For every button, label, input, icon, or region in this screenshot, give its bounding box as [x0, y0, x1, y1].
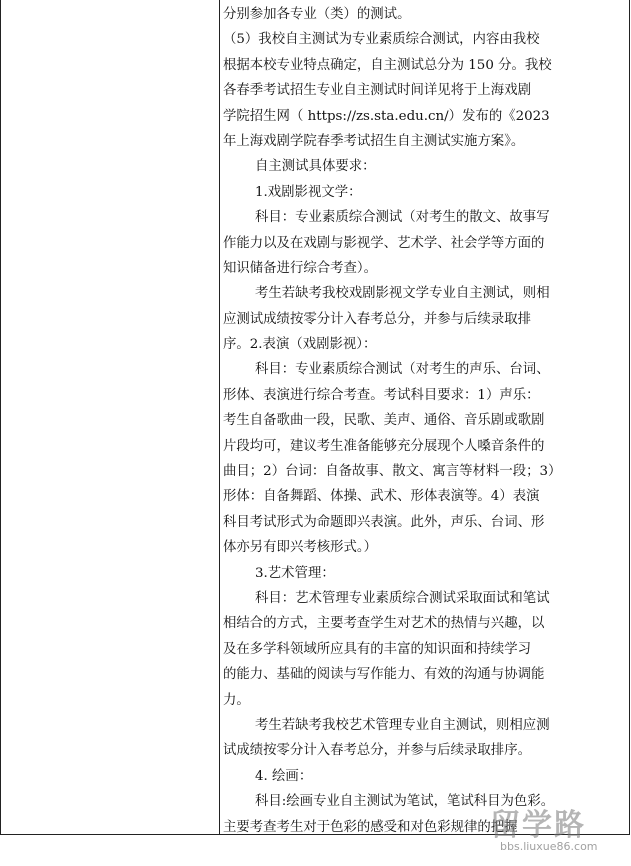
watermark-logo-text: 留学路 — [490, 808, 586, 843]
text-line: 片段均可，建议考生准备能够充分展现个人嗓音条件的 — [223, 438, 545, 454]
text-line: 根据本校专业特点确定，自主测试总分为 150 分。我校 — [223, 57, 552, 73]
text-line: 应测试成绩按零分计入春考总分，并参与后续录取排 — [223, 311, 531, 327]
text-line: 考生自备歌曲一段，民歌、美声、通俗、音乐剧或歌剧 — [223, 413, 545, 429]
text-line: 科目:绘画专业自主测试为笔试，笔试科目为色彩。 — [255, 794, 555, 810]
text-line: 科目：专业素质综合测试（对考生的散文、故事写 — [255, 210, 550, 226]
text-line: 科目：专业素质综合测试（对考生的声乐、台词、 — [255, 362, 550, 378]
text-line: 序。2.表演（戏剧影视）： — [223, 337, 377, 353]
text-line: 3.艺术管理： — [255, 565, 335, 581]
text-line: 学院招生网（ https://zs.sta.edu.cn/）发布的《2023 — [223, 108, 550, 124]
site-watermark — [480, 800, 631, 866]
text-line: 试成绩按零分计入春考总分，并参与后续录取排序。 — [223, 743, 531, 759]
watermark-url: bbs.liuxue86.com — [500, 840, 598, 853]
text-line: 知识储备进行综合考查）。 — [223, 260, 377, 276]
text-line: 体亦另有即兴考核形式。） — [223, 540, 377, 556]
text-line: 1.戏剧影视文学： — [255, 184, 362, 200]
text-line: 分别参加各专业（类）的测试。 — [223, 7, 411, 22]
text-line: 4. 绘画： — [255, 768, 313, 784]
text-line: 形体、表演进行综合考查。考试科目要求：1）声乐： — [223, 387, 540, 403]
text-line: 年上海戏剧学院春季考试招生自主测试实施方案》。 — [223, 133, 525, 149]
table-cell-content — [223, 2, 625, 840]
text-line: 考生若缺考我校戏剧影视文学专业自主测试，则相 — [255, 286, 550, 302]
text-line: 曲目；2）台词：自备故事、散文、寓言等材料一段；3） — [223, 464, 562, 480]
text-line: 考生若缺考我校艺术管理专业自主测试，则相应测 — [255, 717, 550, 733]
text-line: （5）我校自主测试为专业素质综合测试，内容由我校 — [223, 32, 540, 48]
text-line: 相结合的方式，主要考查学生对艺术的热情与兴趣，以 — [223, 616, 545, 632]
column-divider — [219, 0, 220, 834]
text-line: 科目考试形式为命题即兴表演。此外，声乐、台词、形 — [223, 514, 545, 530]
text-line: 各春季考试招生专业自主测试时间详见将于上海戏剧 — [223, 83, 531, 99]
text-line: 主要考查考生对于色彩的感受和对色彩规律的把握 — [223, 819, 518, 835]
text-line: 自主测试具体要求： — [255, 159, 376, 175]
text-line: 科目：艺术管理专业素质综合测试采取面试和笔试 — [255, 590, 550, 606]
text-line: 形体：自备舞蹈、体操、武术、形体表演等。4）表演 — [223, 489, 540, 505]
text-line: 及在多学科领域所应具有的丰富的知识面和持续学习 — [223, 641, 531, 657]
text-line: 作能力以及在戏剧与影视学、艺术学、社会学等方面的 — [223, 235, 545, 251]
text-line: 的能力、基础的阅读与写作能力、有效的沟通与协调能 — [223, 667, 545, 683]
text-line: 力。 — [223, 692, 250, 708]
